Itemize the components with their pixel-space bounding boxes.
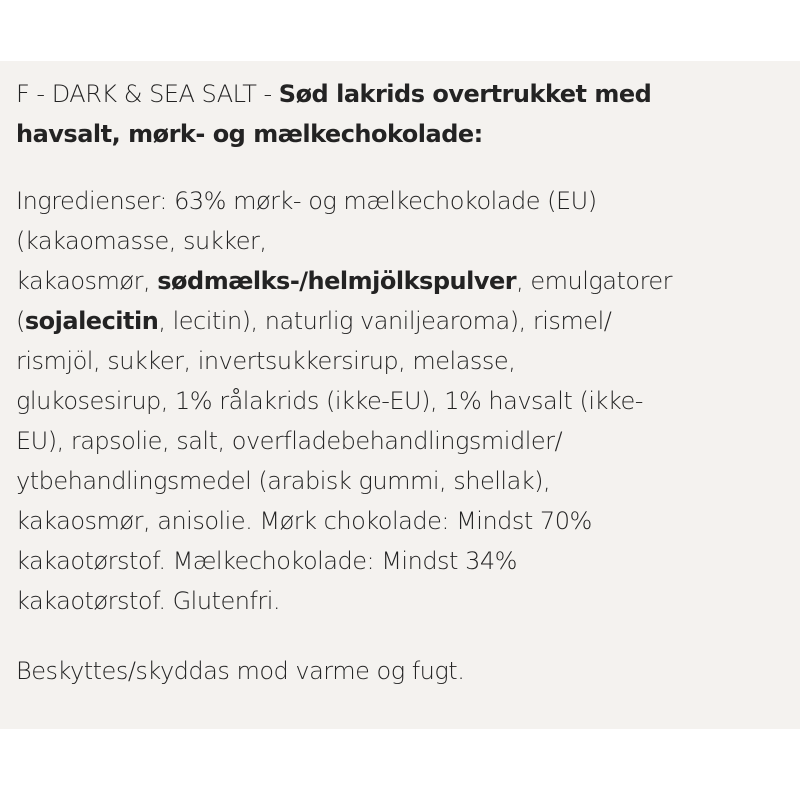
ingredients-paragraph <box>16 181 786 621</box>
ingredients-line: EU), rapsolie, salt, overfladebehandlingsmidler/ <box>16 427 563 455</box>
ingredients-line: rismjöl, sukker, invertsukkersirup, melasse, <box>16 347 516 375</box>
title-bold-1: Sød lakrids overtrukket med <box>278 80 652 108</box>
title-prefix: F - DARK & SEA SALT - <box>16 80 279 108</box>
ingredients-text: , lecitin), naturlig vaniljearoma), rismel/ <box>158 307 612 335</box>
allergen-milk: sødmælks-/helmjölkspulver <box>157 267 517 295</box>
allergen-soy: sojalecitin <box>24 307 159 335</box>
storage-text: Beskyttes/skyddas mod varme og fugt. <box>16 657 465 685</box>
ingredients-line: kakaotørstof. Mælkechokolade: Mindst 34% <box>16 547 517 575</box>
ingredients-line: kakaosmør, anisolie. Mørk chokolade: Mindst 70% <box>16 507 592 535</box>
title-line-2 <box>16 114 786 154</box>
ingredients-line <box>16 261 786 301</box>
product-title <box>16 74 786 154</box>
ingredients-text: kakaosmør, <box>16 267 158 295</box>
title-line-1 <box>16 74 786 114</box>
product-info-panel <box>0 61 800 729</box>
ingredients-line: glukosesirup, 1% rålakrids (ikke-EU), 1% havsalt (ikke- <box>16 387 643 415</box>
ingredients-line <box>16 301 786 341</box>
ingredients-line: kakaotørstof. Glutenfri. <box>16 587 281 615</box>
storage-instructions <box>16 651 786 691</box>
ingredients-text: , emulgatorer <box>516 267 673 295</box>
ingredients-line: Ingredienser: 63% mørk- og mælkechokolade (EU) <box>16 187 597 215</box>
ingredients-line: ytbehandlingsmedel (arabisk gummi, shellak), <box>16 467 551 495</box>
ingredients-text: ( <box>16 307 25 335</box>
title-bold-2: havsalt, mørk- og mælkechokolade: <box>16 120 483 148</box>
ingredients-line: (kakaomasse, sukker, <box>16 227 267 255</box>
